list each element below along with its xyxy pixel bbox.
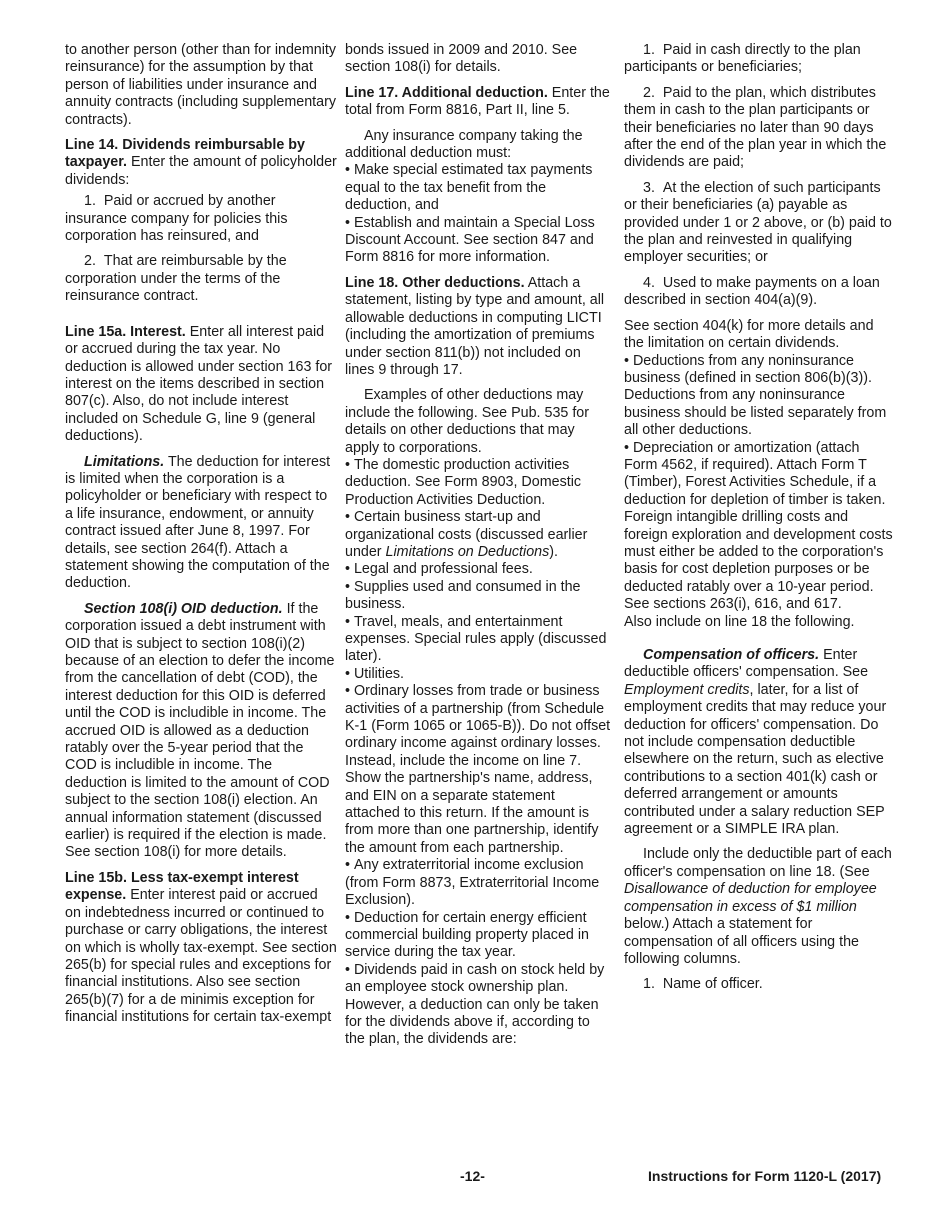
- footer-title: Instructions for Form 1120-L (2017): [648, 1168, 882, 1184]
- line-15a-heading: Line 15a. Interest.: [65, 323, 186, 340]
- oid-text: If the corporation issued a debt instrument with OID that is subject to section 108(i)(2) because of an election to defer the income from the cancellation of debt (COD), the interest deduction for this OID is deferred until the COD is includible in income. The accrued OID is allowed as a deduction ratably over the 5-year period that the COD is includible in income. The deduction is limited to the amount of COD subject to the section 108(i) election. An annual information statement (discussed earlier) is required if the election is made. See section 108(i) for more details.: [65, 600, 335, 861]
- limitations-heading: Limitations.: [84, 453, 165, 470]
- page-number: -12-: [460, 1168, 485, 1184]
- bullet-item: • Depreciation or amortization (attach Form 4562, if required). Attach Form T (Timber), Forest Activities Schedule, if a deduction for depletion of timber is taken. Foreign intangible drilling costs and foreign exploration and development costs must either be added to the corporation's basis for cost depletion purposes or be deducted ratably over a 10-year period. See sections 263(i), 616, and 617.: [624, 440, 894, 614]
- column-3: [624, 42, 894, 1002]
- bullet-item: • Travel, meals, and entertainment expenses. Special rules apply (discussed later).: [345, 614, 611, 666]
- compensation-paragraph: [624, 647, 894, 838]
- bullet-item: [345, 509, 611, 561]
- line-17-paragraph: [345, 85, 611, 120]
- line-14-text: Enter the amount of policyholder dividends:: [65, 154, 337, 188]
- bullet-item: • Utilities.: [345, 666, 611, 683]
- include-italic-text: Disallowance of deduction for employee compensation in excess of $1 million: [624, 881, 877, 915]
- limitations-paragraph: [65, 454, 337, 593]
- paragraph: See section 404(k) for more details and the limitation on certain dividends.: [624, 317, 874, 352]
- line-14-item-2: 2. That are reimbursable by the corporation under the terms of the reinsurance contract.: [65, 253, 287, 305]
- line-18-paragraph: [345, 275, 611, 379]
- line-15b-paragraph: [65, 870, 337, 1027]
- line-15b-text: Enter interest paid or accrued on indebtedness incurred or continued to purchase or carry obligations, the interest on which is wholly tax-exempt. See section 265(b) for special rules and exceptions for financial institutions. Also see section 265(b)(7) for a de minimis exception for financial institutions for certain tax-exempt: [65, 887, 337, 1026]
- bullet-italic-text: Limitations on Deductions: [385, 543, 550, 560]
- bullet-item: • Deduction for certain energy efficient commercial building property placed in service during the tax year.: [345, 910, 611, 962]
- bullet-text: Certain business start-up and organizational costs (discussed earlier under: [345, 509, 588, 560]
- numbered-item: 2. Paid to the plan, which distributes them in cash to the plan participants or their beneficiaries no later than 90 days after the end of the plan year in which the dividends are paid;: [624, 84, 887, 171]
- paragraph: to another person (other than for indemnity reinsurance) for the assumption by that person of liabilities under insurance and annuity contracts (including supplementary contracts).: [65, 42, 337, 128]
- bullet-item: • The domestic production activities deduction. See Form 8903, Domestic Production Activities Deduction.: [345, 457, 611, 509]
- bullet-item: • Establish and maintain a Special Loss Discount Account. See section 847 and Form 8816 for more information.: [345, 215, 611, 267]
- compensation-heading: Compensation of officers.: [643, 647, 820, 663]
- line-18-text: Attach a statement, listing by type and amount, all allowable deductions in computing LICTI (including the amortization of premiums under section 811(b)) not included on lines 9 through 17.: [345, 274, 605, 378]
- line-15a-text: Enter all interest paid or accrued during the tax year. No deduction is allowed under section 163 for interest on the items described in section 807(c). Also, do not include interest included on Schedule G, line 9 (general deductions).: [65, 323, 333, 445]
- line-17-heading: Line 17. Additional deduction.: [345, 84, 548, 101]
- bullet-item: • Supplies used and consumed in the business.: [345, 579, 611, 614]
- line-17-text: Enter the total from Form 8816, Part II, line 5.: [345, 84, 610, 119]
- include-text: below.) Attach a statement for compensation of all officers using the following columns.: [624, 916, 859, 967]
- line-14-item-1: 1. Paid or accrued by another insurance company for policies this corporation has reinsured, and: [65, 193, 288, 245]
- bullet-item: • Ordinary losses from trade or business activities of a partnership (from Schedule K-1 (Form 1065 or 1065-B)). Do not offset ordinary income against ordinary losses. Instead, include the income on line 7. Show the partnership's name, address, and EIN on a separate statement attached to this return. If the amount is from more than one partnership, identify the amount from each partnership.: [345, 683, 611, 857]
- oid-paragraph: [65, 601, 337, 862]
- numbered-item: 1. Paid in cash directly to the plan participants or beneficiaries;: [624, 42, 861, 76]
- line-17-paragraph-2: Any insurance company taking the additional deduction must:: [345, 127, 583, 162]
- include-text: Include only the deductible part of each officer's compensation on line 18. (See: [624, 846, 892, 880]
- line-15b-heading: Line 15b. Less tax-exempt interest expense.: [65, 869, 299, 904]
- numbered-item: 4. Used to make payments on a loan described in section 404(a)(9).: [624, 274, 880, 309]
- column-1: [65, 42, 337, 1035]
- bullet-item: • Legal and professional fees.: [345, 561, 611, 578]
- line-14-paragraph: [65, 137, 337, 189]
- bullet-item: • Dividends paid in cash on stock held by an employee stock ownership plan. However, a deduction can only be taken for the dividends above if, according to the plan, the dividends are:: [345, 962, 611, 1049]
- paragraph: bonds issued in 2009 and 2010. See section 108(i) for details.: [345, 42, 578, 76]
- examples-paragraph: Examples of other deductions may include the following. See Pub. 535 for details on other deductions that may apply to corporations.: [345, 387, 590, 456]
- numbered-item: 1. Name of officer.: [643, 976, 763, 993]
- column-2: [345, 42, 611, 1049]
- paragraph: Also include on line 18 the following.: [624, 613, 855, 630]
- line-15a-paragraph: [65, 324, 337, 446]
- include-paragraph: [624, 846, 894, 968]
- oid-heading: Section 108(i) OID deduction.: [84, 600, 283, 617]
- bullet-item: • Deductions from any noninsurance business (defined in section 806(b)(3)). Deductions from any noninsurance business should be listed separately from all other deductions.: [624, 353, 894, 440]
- bullet-item: • Any extraterritorial income exclusion (from Form 8873, Extraterritorial Income Exclusion).: [345, 857, 611, 909]
- compensation-text: Enter deductible officers' compensation. See: [624, 647, 869, 681]
- numbered-item: 3. At the election of such participants or their beneficiaries (a) payable as provided under 1 or 2 above, or (b) paid to the plan and reinvested in qualifying employer securities; or: [624, 179, 892, 266]
- compensation-italic-text: Employment credits: [624, 681, 750, 698]
- bullet-text: ).: [549, 543, 558, 560]
- line-14-heading: Line 14. Dividends reimbursable by taxpayer.: [65, 137, 305, 171]
- compensation-text: , later, for a list of employment credits that may reduce your deduction for officers' compensation. Do not include compensation deductible elsewhere on the return, such as elective contributions to a section 401(k) cash or deferred arrangement or amounts contributed under a salary reduction SEP agreement or a SIMPLE IRA plan.: [624, 681, 887, 838]
- limitations-text: The deduction for interest is limited when the corporation is a policyholder or beneficiary with respect to a life insurance, endowment, or annuity contract issued after June 8, 1997. For details, see section 264(f). Attach a statement showing the computation of the deduction.: [65, 453, 331, 592]
- bullet-item: • Make special estimated tax payments equal to the tax benefit from the deduction, and: [345, 162, 611, 214]
- line-18-heading: Line 18. Other deductions.: [345, 274, 525, 291]
